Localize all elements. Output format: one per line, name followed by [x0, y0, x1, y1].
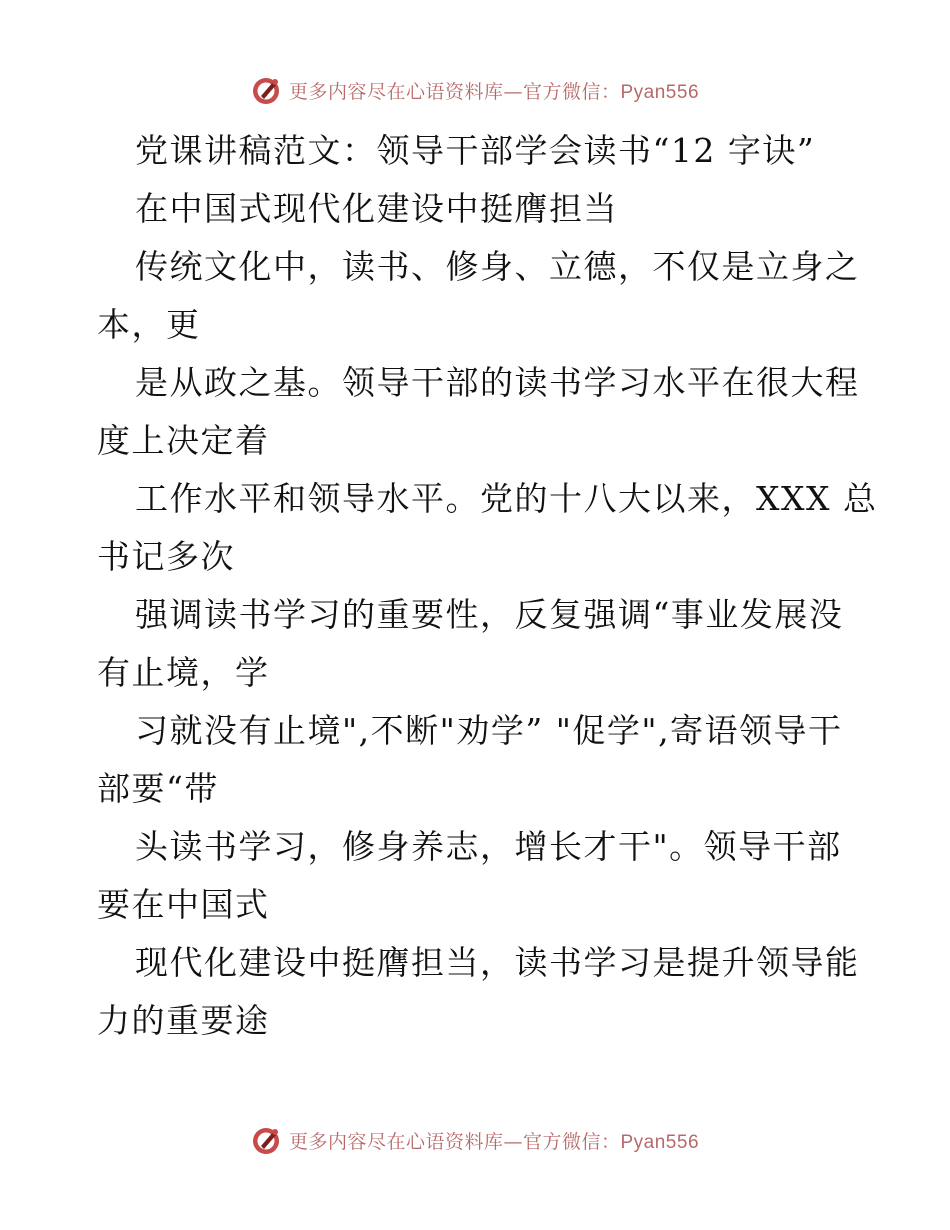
document-line: 度上决定着: [97, 421, 270, 460]
document-line: 本，更: [97, 305, 201, 344]
document-line: 书记多次: [97, 537, 235, 576]
footer-watermark: [0, 1120, 950, 1160]
document-line: 力的重要途: [97, 1001, 270, 1040]
watermark-label: 更多内容尽在心语资料库—官方微信：: [288, 1130, 621, 1153]
document-line: 传统文化中，读书、修身、立德，不仅是立身之: [135, 247, 860, 286]
document-line: 党课讲稿范文：领导干部学会读书“12 字诀”: [135, 131, 816, 170]
document-line: 有止境，学: [97, 653, 270, 692]
document-line: 工作水平和领导水平。党的十八大以来，XXX 总: [135, 479, 878, 518]
header-watermark: [0, 70, 950, 110]
document-line: 习就没有止境",不断"劝学” "促学",寄语领导干: [135, 711, 843, 750]
watermark-wechat-id: Pyan556: [620, 1131, 700, 1153]
document-line: 头读书学习，修身养志，增长才干"。领导干部: [135, 827, 842, 866]
logo-badge-icon: [251, 1124, 283, 1156]
watermark-label: 更多内容尽在心语资料库—官方微信：: [288, 80, 621, 103]
document-body: [97, 122, 878, 1050]
logo-badge-icon: [251, 74, 283, 106]
document-line: 在中国式现代化建设中挺膺担当: [135, 189, 618, 228]
watermark-wechat-id: Pyan556: [620, 81, 700, 103]
document-line: 要在中国式: [97, 885, 270, 924]
watermark-text: [289, 77, 699, 104]
document-line: 是从政之基。领导干部的读书学习水平在很大程: [135, 363, 860, 402]
watermark-text: [289, 1127, 699, 1154]
document-line: 部要“带: [97, 769, 219, 808]
document-line: 现代化建设中挺膺担当，读书学习是提升领导能: [135, 943, 860, 982]
document-line: 强调读书学习的重要性，反复强调“事业发展没: [135, 595, 844, 634]
